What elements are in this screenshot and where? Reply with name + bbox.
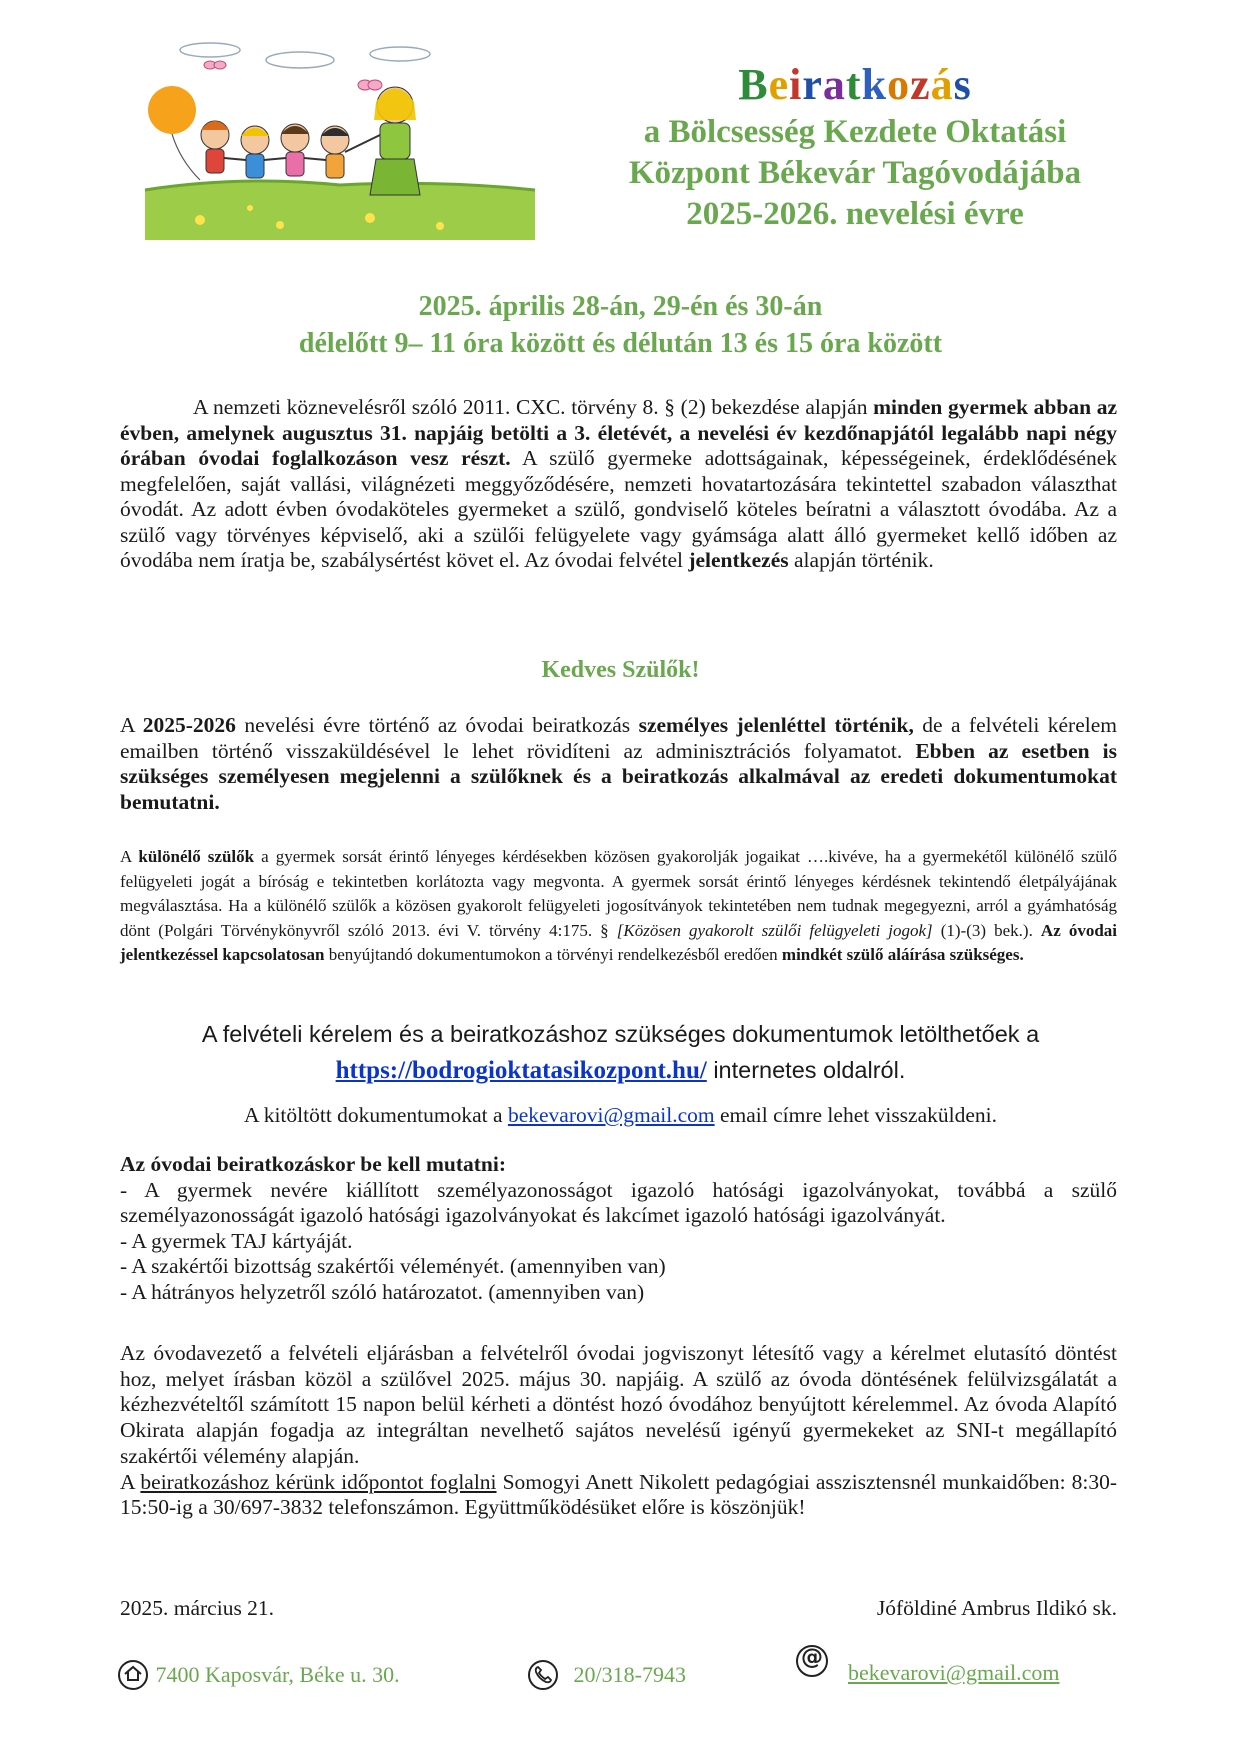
footer-address <box>118 1660 400 1690</box>
required-heading: Az óvodai beiratkozáskor be kell mutatni: <box>120 1152 507 1176</box>
title-letter: t <box>845 60 862 109</box>
sep-text-4: benyújtandó dokumentumokon a törvényi rendelkezésből eredően <box>324 945 782 964</box>
sep-bold-2: Az óvodai jelentkezéssel kapcsolatosan <box>120 920 1117 964</box>
greeting: Kedves Szülők! <box>541 657 700 683</box>
intro-bold-2: jelentkezés <box>688 548 789 572</box>
download-line-2 <box>0 1052 1241 1089</box>
intro-paragraph <box>120 395 1117 574</box>
enrollment-dates <box>0 288 1241 362</box>
subtitle-line-1: a Bölcsesség Kezdete Oktatási <box>643 114 1067 150</box>
page-title <box>560 58 1150 112</box>
enroll-bold-3: Ebben az esetben is szükséges személyesen megjelenni a szülőknek és a beiratkozás alkalmával az eredeti dokumentumokat bemutatni. <box>120 738 1118 814</box>
email-return-line <box>0 1103 1241 1128</box>
decision-text: Az óvodavezető a felvételi eljárásban a felvételről óvodai jogviszonyt létesítő vagy a kérelmet elutasító döntést hoz, melyet írásban közöl a szülővel 2025. május 30. napjáig. A szülő az óvoda döntésének felülvizsgálatát a kézhezvételtől számított 15 napon belül kérheti a döntést hozó óvodához benyújtott kérelemmel. Az óvoda Alapító Okirata alapján fogadja az integráltan nevelhető sajátos nevelésű igényű gyermekeket az SNI-t megállapító szakértői vélemény alapján. <box>120 1341 1117 1468</box>
title-letter: B <box>738 60 769 109</box>
phone-icon <box>528 1660 558 1690</box>
sep-bold-3: mindkét szülő aláírása szükséges. <box>781 945 1024 964</box>
title-letter: s <box>953 60 972 109</box>
footer-email <box>848 1660 1059 1686</box>
address-text: 7400 Kaposvár, Béke u. 30. <box>155 1662 400 1687</box>
decision-paragraph <box>120 1341 1117 1521</box>
enrollment-paragraph <box>120 713 1117 815</box>
booking-underlined: beiratkozáshoz kérünk időpontot foglalni <box>140 1469 497 1494</box>
title-letter: r <box>802 60 823 109</box>
title-letter: a <box>822 60 846 109</box>
at-icon-wrap <box>796 1645 828 1677</box>
enroll-text-1: A <box>120 713 143 737</box>
separated-parents-paragraph <box>120 845 1117 968</box>
enroll-bold-1: 2025-2026 <box>142 713 236 737</box>
booking-post: Somogyi Anett Nikolett pedagógiai asszisztensnél munkaidőben: 8:30-15:50-ig a 30/697-3832 telefonszámon. Együttműködésüket előre is köszönjük! <box>120 1469 1117 1520</box>
footer-email-link[interactable]: bekevarovi@gmail.com <box>848 1660 1060 1685</box>
title-letter: i <box>789 60 803 109</box>
sep-text-1: A <box>120 847 139 866</box>
children-illustration <box>140 40 540 240</box>
download-line-2-rest: internetes oldalról. <box>706 1057 906 1083</box>
sep-text-2: a gyermek sorsát érintő lényeges kérdésekben közösen gyakorolják jogaikat ….kivéve, ha a gyermekétől különélő szülő felügyeleti jogát a bíróság e tekintetben korlátozta vagy megvonta. A gyermek sorsát érintő lényeges kérdésnek tekintendő életpályájának megválasztása. Ha a különélő szülők a közösen gyakorolt felügyeleti jogosítványok tekintetében nem tudnak megegyezni, arról a gyámhatóság dönt (Polgári Törvénykönyvről szóló 2013. évi V. törvény 4:175. § <box>120 847 1117 940</box>
subtitle-line-3: 2025-2026. nevelési évre <box>686 196 1024 232</box>
sep-text-3: (1)-(3) bek.). <box>932 920 1041 940</box>
enroll-text-2: nevelési évre történő az óvodai beiratkozás <box>235 713 639 737</box>
phone-text: 20/318-7943 <box>573 1662 686 1687</box>
email-line-post: email címre lehet visszaküldeni. <box>714 1103 997 1127</box>
title-letter: z <box>910 60 931 109</box>
booking-text <box>120 1470 1117 1521</box>
intro-text-3: alapján történik. <box>788 548 934 572</box>
booking-pre: A <box>120 1469 141 1494</box>
dates-line-2: délelőtt 9– 11 óra között és délután 13 és 15 óra között <box>298 328 943 359</box>
intro-text-1: A nemzeti köznevelésről szóló 2011. CXC. törvény 8. § (2) bekezdése alapján <box>193 395 874 419</box>
download-info <box>0 1016 1241 1089</box>
at-icon: @ <box>796 1645 828 1677</box>
title-block <box>560 58 1150 235</box>
title-letter: k <box>861 60 888 109</box>
dates-line-1: 2025. április 28-án, 29-én és 30-án <box>418 291 823 322</box>
home-icon <box>118 1660 148 1690</box>
sep-italic-1: [Közösen gyakorolt szülői felügyeleti jogok] <box>616 920 933 940</box>
subtitle-line-2: Központ Békevár Tagóvodájába <box>628 155 1082 191</box>
required-item: - A hátrányos helyzetről szóló határozatot. (amennyiben van) <box>120 1279 645 1304</box>
email-link[interactable]: bekevarovi@gmail.com <box>507 1103 715 1127</box>
intro-bold-1: minden gyermek abban az évben, amelynek augusztus 31. napjáig betölti a 3. életévét, a nevelési év kezdőnapjától legalább napi négy órában óvodai foglalkozáson vesz részt. <box>120 395 1117 470</box>
title-letter: o <box>887 60 911 109</box>
enroll-bold-2: személyes jelenléttel történik, <box>638 713 914 737</box>
required-item: - A gyermek nevére kiállított személyazonosságot igazoló hatósági igazolványokat, továbbá a szülő személyazonosságát igazoló hatósági igazolványokat és lakcímet igazoló hatósági igazolványát. <box>120 1177 1117 1227</box>
required-documents <box>120 1152 1117 1305</box>
signature-date: 2025. március 21. <box>120 1596 275 1620</box>
email-line-pre: A kitöltött dokumentumokat a <box>243 1103 508 1127</box>
title-letter: á <box>930 60 954 109</box>
signature-name: Jóföldiné Ambrus Ildikó sk. <box>876 1596 1117 1620</box>
download-line-1: A felvételi kérelem és a beiratkozáshoz szükséges dokumentumok letölthetőek a <box>201 1021 1040 1047</box>
title-letter: e <box>768 60 790 109</box>
website-link[interactable]: https://bodrogioktatasikozpont.hu/ <box>335 1057 707 1084</box>
enroll-text-3: de a felvételi kérelem emailben történő visszaküldésével le lehet rövidíteni az adminisztrációs folyamatot. <box>120 713 1117 763</box>
footer-phone <box>528 1660 686 1690</box>
sep-bold-1: különélő szülők <box>138 847 255 866</box>
required-item: - A gyermek TAJ kártyáját. <box>120 1228 353 1253</box>
intro-text-2: A szülő gyermeke adottságainak, képességeinek, érdeklődésének megfelelően, saját vallási, világnézeti meggyőződésére, nemzeti hovatartozására tekintettel szabadon választhat óvodát. Az adott évben óvodaköteles gyermeket a szülő, gondviselő köteles beíratni a választott óvodába. Az a szülő vagy törvényes képviselő, aki a szülői felügyelete vagy gyámsága alatt álló gyermeket kellő időben az óvodába nem íratja be, szabálysértést követ el. Az óvodai felvétel <box>120 446 1117 572</box>
required-item: - A szakértői bizottság szakértői véleményét. (amennyiben van) <box>120 1254 666 1278</box>
